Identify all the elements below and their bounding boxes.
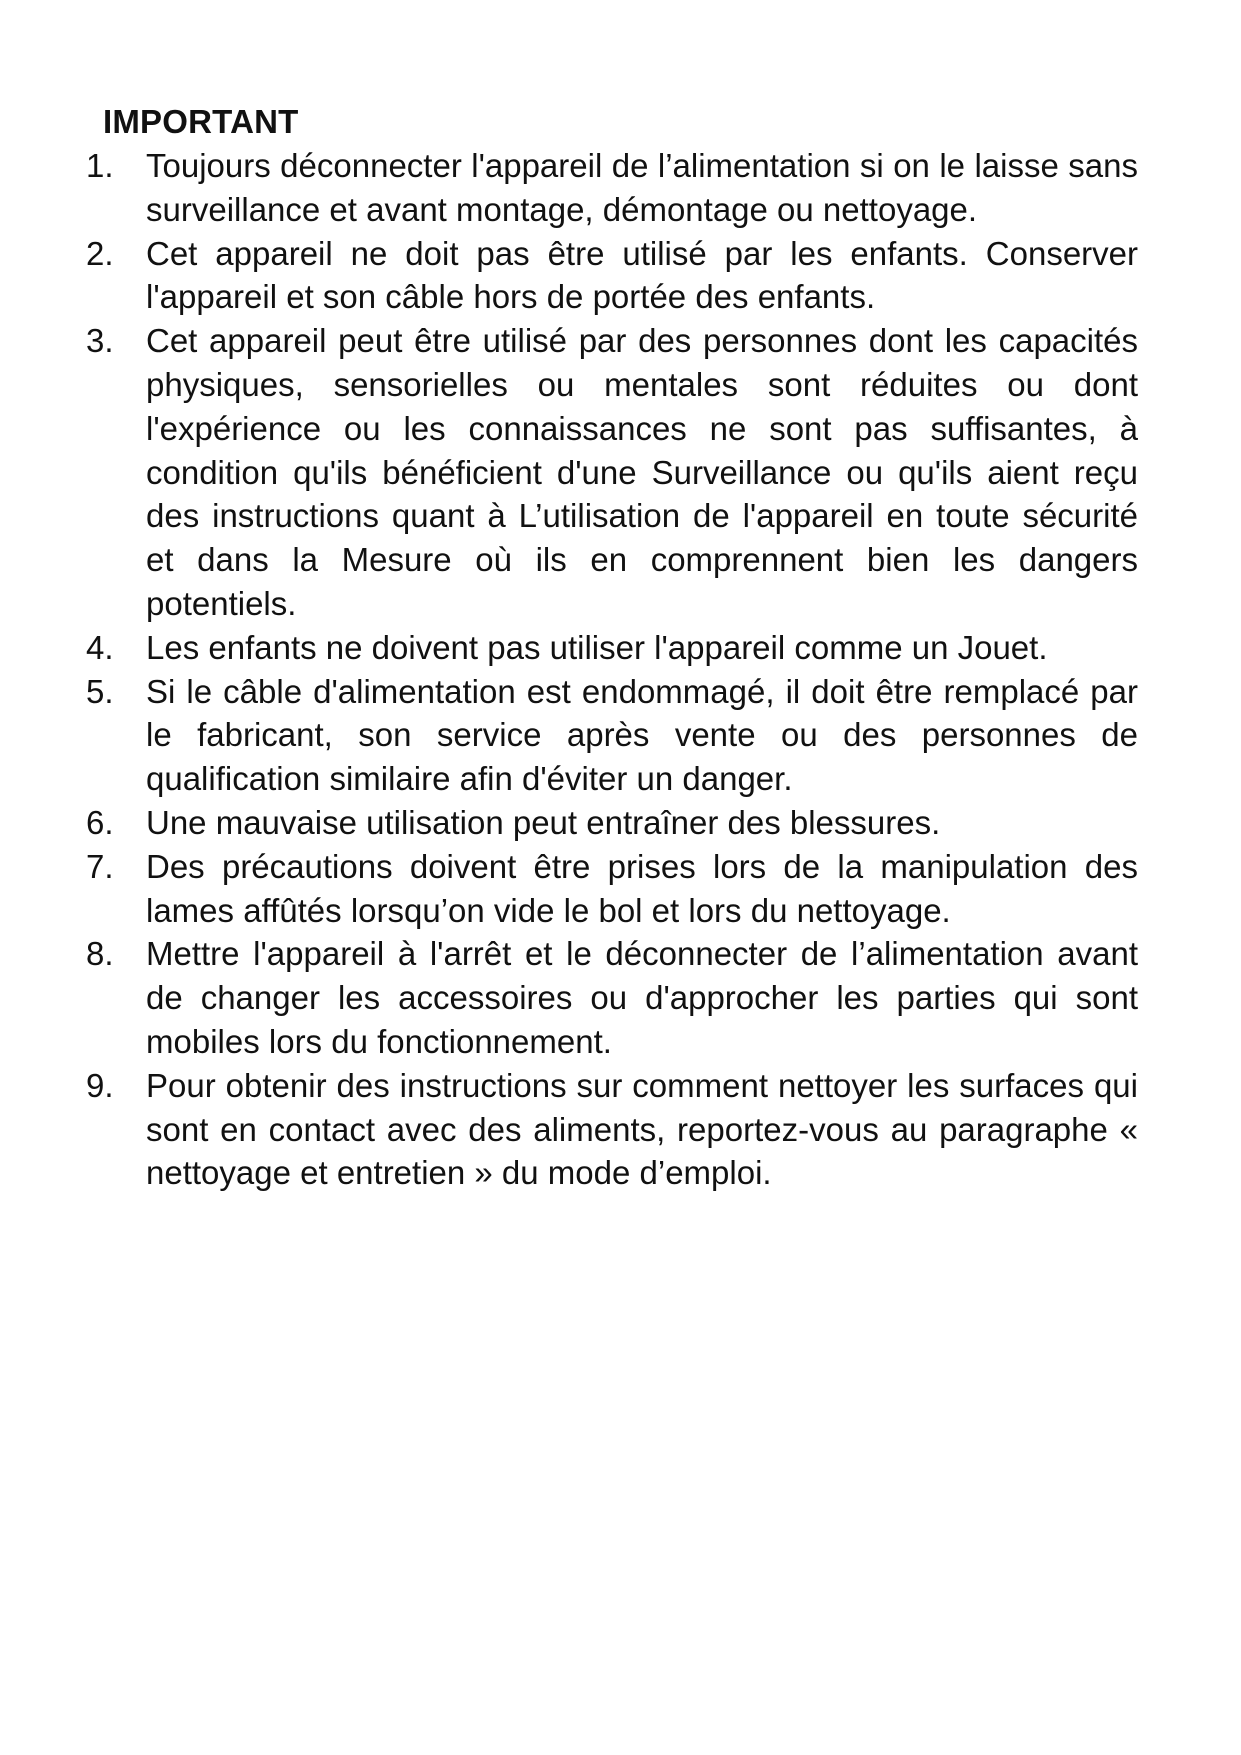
list-item (86, 232, 1138, 320)
list-item (86, 932, 1138, 1063)
item-number: 1. (86, 147, 114, 184)
item-number: 2. (86, 234, 114, 272)
list-item (86, 319, 1138, 626)
list-item (86, 1064, 1138, 1195)
list-item (86, 845, 1138, 933)
item-number: 8. (86, 935, 114, 973)
item-number: 5. (86, 672, 114, 710)
item-text: Mettre l'appareil à l'arrêt et le déconnecter de l’alimentation avant de changer les accessoires ou d'approcher les parties qui sont mobiles lors du fonctionnement. (146, 935, 1138, 1060)
item-number: 6. (86, 803, 114, 841)
list-item (86, 144, 1138, 232)
item-text: Pour obtenir des instructions sur comment nettoyer les surfaces qui sont en contact avec des aliments, reportez-vous au paragraphe « nettoyage et entretien » du mode d’emploi. (146, 1066, 1138, 1192)
item-text: Les enfants ne doivent pas utiliser l'appareil comme un Jouet. (146, 628, 1048, 666)
item-text: Cet appareil ne doit pas être utilisé par les enfants. Conserver l'appareil et son câble hors de portée des enfants. (146, 234, 1138, 316)
section-title: IMPORTANT (103, 103, 299, 140)
list-item (86, 801, 1138, 845)
list-item (86, 626, 1138, 670)
item-text: Une mauvaise utilisation peut entraîner des blessures. (146, 803, 941, 841)
item-text: Si le câble d'alimentation est endommagé, il doit être remplacé par le fabricant, son service après vente ou des personnes de qualification similaire afin d'éviter un danger. (146, 672, 1138, 798)
item-number: 7. (86, 847, 114, 885)
item-number: 9. (86, 1066, 114, 1104)
item-number: 4. (86, 628, 114, 666)
item-number: 3. (86, 322, 114, 360)
item-text: Toujours déconnecter l'appareil de l’alimentation si on le laisse sans surveillance et avant montage, démontage ou nettoyage. (146, 147, 1138, 228)
list-item (86, 670, 1138, 801)
item-text: Cet appareil peut être utilisé par des personnes dont les capacités physiques, sensorielles ou mentales sont réduites ou dont l'expérience ou les connaissances ne sont pas suffisantes, à condition qu'ils bénéficient d'une Surveillance ou qu'ils aient reçu des instructions quant à L’utilisation de l'appareil en toute sécurité et dans la Mesure où ils en comprennent bien les dangers potentiels. (146, 322, 1138, 622)
safety-instructions-list (86, 144, 1138, 1195)
item-text: Des précautions doivent être prises lors de la manipulation des lames affûtés lorsqu’on vide le bol et lors du nettoyage. (146, 847, 1138, 929)
